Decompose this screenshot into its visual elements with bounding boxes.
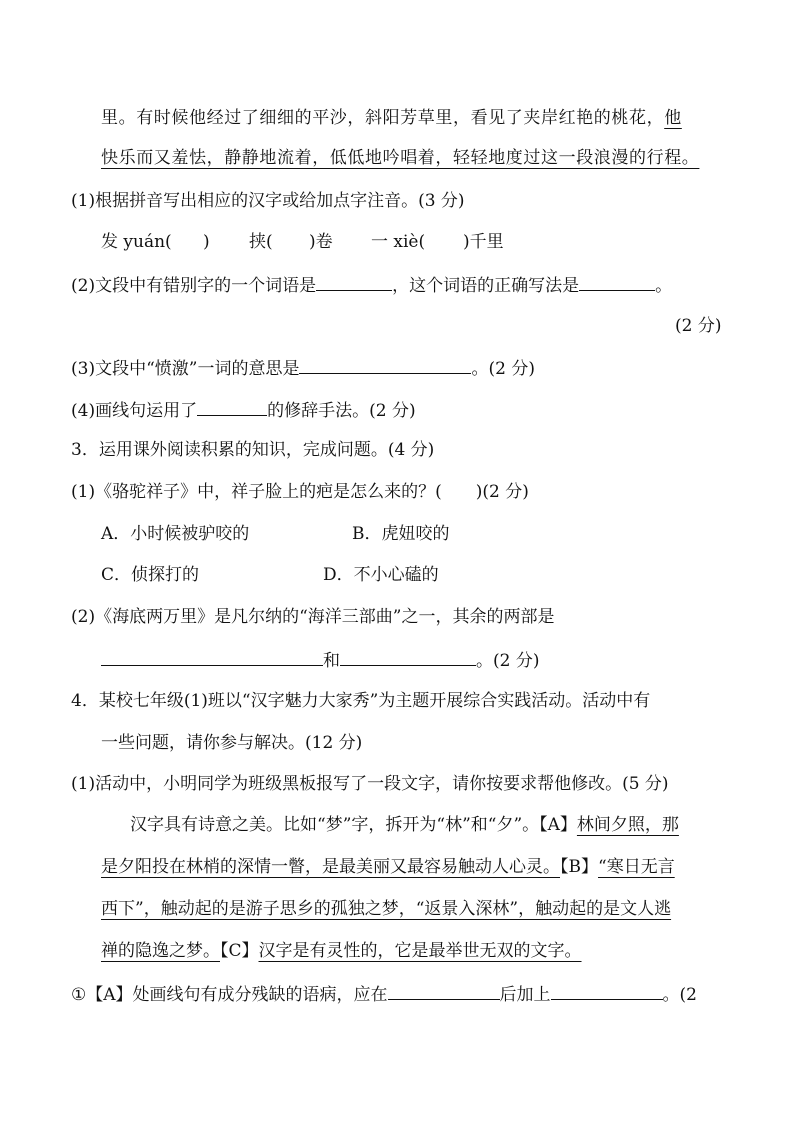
underlined-sentence-b-cont: 禅的隐逸之梦。 — [101, 941, 220, 961]
q4-sub1: (1)活动中，小明同学为班级黑板报写了一段文字，请你按要求帮他修改。(5 分) — [71, 774, 669, 794]
q2-sub2 — [71, 272, 672, 298]
tag-c: 【C】 — [220, 941, 259, 961]
q2-sub4 — [71, 397, 416, 423]
answer-blank-book-2[interactable] — [340, 647, 476, 666]
passage-line-1 — [101, 106, 682, 130]
q4-sub1-q1 — [71, 981, 697, 1007]
q4-paragraph-line-3: 西下”，触动起的是游子思乡的孤独之梦，“返景入深林”，触动起的是文人逃 — [101, 899, 672, 919]
q2-sub4-text-a: (4)画线句运用了 — [71, 401, 198, 421]
q3-sub2-answer-line — [101, 647, 539, 673]
underlined-sentence-start: 他 — [664, 108, 682, 128]
passage-text: 里。有时候他经过了细细的平沙，斜阳芳草里，看见了夹岸红艳的桃花， — [101, 108, 665, 128]
q2-sub2-text-c: 。 — [655, 276, 673, 296]
q3-option-c[interactable]: C．侦探打的 — [101, 565, 200, 585]
para-text: 汉字具有诗意之美。比如“梦”字，拆开为“林”和“夕”。【A】 — [130, 815, 577, 835]
q2-sub3-text-a: (3)文段中“愤激”一词的意思是 — [71, 359, 300, 379]
paren-close: ) — [203, 232, 210, 252]
pinyin-xie: 一 xiè( — [371, 232, 426, 252]
underlined-sentence-b: “寒日无言 — [598, 857, 675, 877]
answer-blank-book-1[interactable] — [101, 647, 323, 666]
char-qianli: )千里 — [463, 232, 504, 252]
answer-blank-wrong-word[interactable] — [316, 272, 392, 291]
q2-sub1: (1)根据拼音写出相应的汉字或给加点字注音。(3 分) — [71, 191, 465, 211]
q2-sub4-text-b: 的修辞手法。(2 分) — [267, 401, 416, 421]
q2-sub2-text-b: ，这个词语的正确写法是 — [392, 276, 580, 296]
pinyin-yuan: 发 yuán( — [101, 232, 172, 252]
q4-title-line-1: 4．某校七年级(1)班以“汉字魅力大家秀”为主题开展综合实践活动。活动中有 — [71, 691, 651, 711]
q3-option-b[interactable]: B．虎妞咬的 — [352, 524, 450, 544]
q4-sub1-q1-text-c: 。(2 — [662, 985, 697, 1005]
q3-option-a[interactable]: A．小时候被驴咬的 — [101, 524, 250, 544]
char-xie: 挟( — [249, 232, 273, 252]
answer-blank-correct-word[interactable] — [579, 272, 655, 291]
q4-sub1-q1-text-b: 后加上 — [499, 985, 551, 1005]
underlined-sentence-a: 林间夕照，那 — [576, 815, 679, 835]
q3-sub2-score: 。(2 分) — [476, 651, 540, 671]
underlined-sentence-c: 汉字是有灵性的，它是最举世无双的文字。 — [258, 941, 582, 961]
q4-paragraph-line-2 — [101, 855, 675, 879]
q4-sub1-q1-text-a: ①【A】处画线句有成分残缺的语病，应在 — [71, 985, 388, 1005]
tag-b: 【B】 — [560, 857, 598, 877]
q3-sub1: (1)《骆驼祥子》中，祥子脸上的疤是怎么来的？( )(2 分) — [71, 482, 529, 502]
q3-option-d[interactable]: D．不小心磕的 — [323, 565, 439, 585]
q2-sub3 — [71, 355, 535, 381]
q2-sub2-text-a: (2)文段中有错别字的一个词语是 — [71, 276, 317, 296]
char-juan: )卷 — [309, 232, 333, 252]
answer-blank-meaning[interactable] — [299, 355, 471, 374]
q4-paragraph-line-4 — [101, 939, 582, 963]
q3-sub2-and: 和 — [323, 651, 340, 671]
q2-sub3-text-b: 。(2 分) — [471, 359, 535, 379]
q3-sub2: (2)《海底两万里》是凡尔纳的“海洋三部曲”之一，其余的两部是 — [71, 607, 555, 627]
answer-blank-addition[interactable] — [551, 981, 663, 1000]
answer-blank-position[interactable] — [388, 981, 500, 1000]
q4-paragraph-line-1 — [130, 813, 679, 837]
underlined-sentence-a-cont: 是夕阳投在林梢的深情一瞥，是最美丽又最容易触动人心灵。 — [101, 857, 560, 877]
q3-title: 3．运用课外阅读积累的知识，完成问题。(4 分) — [71, 440, 435, 460]
passage-line-2: 快乐而又羞怯，静静地流着，低低地吟唱着，轻轻地度过这一段浪漫的行程。 — [101, 148, 700, 168]
answer-blank-rhetoric[interactable] — [197, 397, 267, 416]
q2-sub2-score: (2 分) — [675, 316, 722, 336]
q4-title-line-2: 一些问题，请你参与解决。(12 分) — [101, 733, 363, 753]
